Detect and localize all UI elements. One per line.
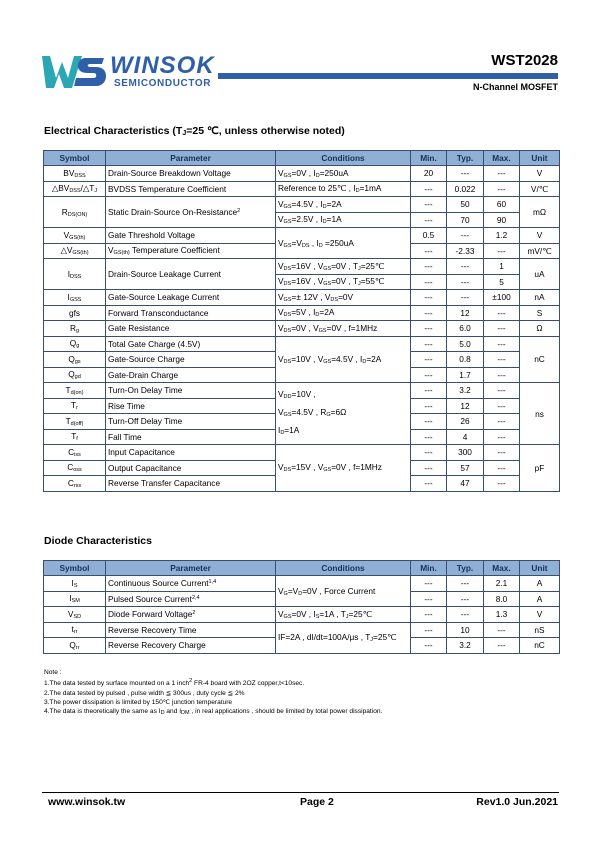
diode-table: [43, 560, 560, 654]
electrical-table: [43, 150, 560, 492]
footer-website: www.winsok.tw: [48, 796, 126, 808]
note-item: 2.The data tested by pulsed , pulse width ≦ 300us , duty cycle ≦ 2%: [44, 689, 245, 697]
table-row: $V_{GS(th)}$ Gate Threshold Voltage $V_{GS}=V_{DS}$ , $I_D =250uA$ 0.5 --- 1.2 V: [44, 228, 560, 244]
table-row: $R_g$ Gate Resistance $V_{DS}=0V$ , $V_{GS}=0V$ , f=1MHz --- 6.0 --- Ω: [44, 321, 560, 337]
note-item: 3.The power dissipation is limited by 150℃ junction temperature: [44, 698, 233, 706]
table-row: $T_f$ Fall Time --- 4 ---: [44, 429, 560, 445]
footer-revision: Rev1.0 Jun.2021: [476, 796, 558, 808]
part-number: WST2028: [491, 52, 558, 69]
table-row: $\triangle V_{GS(th)}$ $V_{GS(th)}$ Temperature Coefficient --- -2.33 --- mV/℃: [44, 243, 560, 259]
table-header: Symbol Parameter Conditions Min. Typ. Max. Unit: [44, 151, 560, 166]
table-row: $C_{iss}$ Input Capacitance $V_{DS}=15V$ , $V_{GS}=0V$ , f=1MHz --- 300 --- pF: [44, 445, 560, 461]
table-header: Symbol Parameter Conditions Min. Typ. Max. Unit: [44, 561, 560, 576]
table-row: gfs Forward Transconductance $V_{DS}=5V$ , $I_D=2A$ --- 12 --- S: [44, 305, 560, 321]
table-row: $Q_{gd}$ Gate-Drain Charge --- 1.7 ---: [44, 367, 560, 383]
table-row: $Q_{rr}$ Reverse Recovery Charge --- 3.2 --- nC: [44, 638, 560, 654]
device-type: N-Channel MOSFET: [473, 82, 558, 92]
footer-page: Page 2: [300, 796, 334, 808]
brand-wordmark: WINSOK: [110, 52, 215, 79]
table-row: $R_{DS(ON)}$ Static Drain-Source On-Resistance$^2$ $V_{GS}=4.5V$ , $I_D=2A$ --- 50 60 mΩ: [44, 197, 560, 213]
table-row: $t_{rr}$ Reverse Recovery Time IF=2A , dI/dt=100A/μs , $T_J=25℃$ --- 10 --- nS: [44, 622, 560, 638]
winsok-logo: [42, 50, 222, 90]
notes-title: Note :: [44, 669, 62, 676]
table-row: $I_{GSS}$ Gate-Source Leakage Current $V_{GS}=\pm 12V$ , $V_{DS}=0V$ --- --- ±100 nA: [44, 290, 560, 306]
header-bar: [218, 73, 558, 79]
table-row: $T_{d(off)}$ Turn-Off Delay Time --- 26 ---: [44, 414, 560, 430]
footer-divider: [42, 792, 559, 793]
table-row: $V_{DS}=16V$ , $V_{GS}=0V$ , $T_J=55℃$ --- --- 5: [44, 274, 560, 290]
table-row: $I_{SM}$ Pulsed Source Current$^{2,4}$ --- --- 8.0 A: [44, 591, 560, 607]
table-row: $T_r$ Rise Time --- 12 ---: [44, 398, 560, 414]
table-row: $I_{DSS}$ Drain-Source Leakage Current $V_{DS}=16V$ , $V_{GS}=0V$ , $T_J=25℃$ --- --- 1 uA: [44, 259, 560, 275]
brand-subtitle: SEMICONDUCTOR: [114, 78, 212, 89]
table-row: $Q_{gs}$ Gate-Source Charge --- 0.8 ---: [44, 352, 560, 368]
table-row: $C_{oss}$ Output Capacitance --- 57 ---: [44, 460, 560, 476]
table-row: $I_S$ Continuous Source Current$^{1,4}$ $V_G=V_D=0V$ , Force Current --- --- 2.1 A: [44, 576, 560, 592]
table-row: $Q_g$ Total Gate Charge (4.5V) $V_{DS}=10V$ , $V_{GS}=4.5V$ , $I_D=2A$ --- 5.0 --- nC: [44, 336, 560, 352]
note-item: 4.The data is theoretically the same as $I_D$ and $I_{DM}$ , in real applications , should be limited by total power dissipation.: [44, 708, 383, 717]
table-row: $V_{GS}=2.5V$ , $I_D=1A$ --- 70 90: [44, 212, 560, 228]
diode-title: Diode Characteristics: [44, 535, 152, 547]
electrical-title: Electrical Characteristics ($T_J=25$ ℃, unless otherwise noted): [44, 125, 345, 137]
table-row: $V_{SD}$ Diode Forward Voltage$^2$ $V_{GS}=0V$ , $I_S=1A$ , $T_J=25℃$ --- --- 1.3 V: [44, 607, 560, 623]
note-item: 1.The data tested by surface mounted on a 1 inch$^2$ FR-4 board with 2OZ copper,t<10sec.: [44, 678, 305, 688]
notes: [44, 668, 382, 718]
table-row: $\triangle BV_{DSS}/\triangle T_J$ BVDSS Temperature Coefficient Reference to 25℃ , $I_D=1mA$ --- 0.022 --- V/℃: [44, 181, 560, 197]
table-row: $C_{rss}$ Reverse Transfer Capacitance --- 47 ---: [44, 476, 560, 492]
table-row: $BV_{DSS}$ Drain-Source Breakdown Voltage $V_{GS}=0V$ , $I_D=250uA$ 20 --- --- V: [44, 166, 560, 182]
table-row: $T_{d(on)}$ Turn-On Delay Time $V_{DD}=10V$ , $V_{GS}=4.5V$ , $R_G=6\Omega$ $I_D=1A$ --- 3.2 --- ns: [44, 383, 560, 399]
logo-s-mark: [74, 58, 106, 86]
